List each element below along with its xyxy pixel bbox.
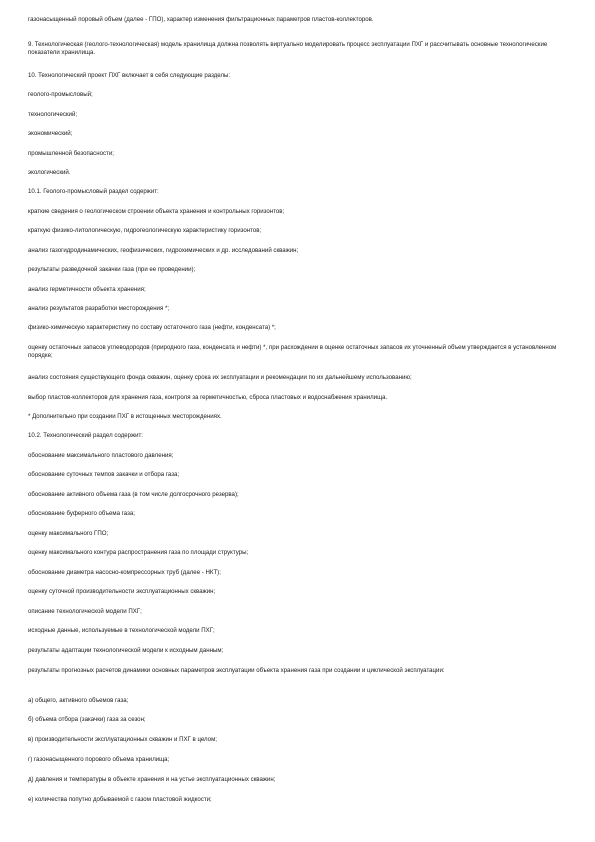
list-item: в) производительности эксплуатационных скважин и ПХГ в целом; bbox=[28, 736, 217, 743]
list-item: д) давления и температуры в объекте хранения и на устье эксплуатационных скважин; bbox=[28, 776, 276, 783]
paragraph: геолого-промысловый; bbox=[28, 91, 93, 98]
paragraph: анализ состояния существующего фонда скважин, оценку срока их эксплуатации и рекомендации по их дальнейшему использованию; bbox=[28, 374, 412, 381]
paragraph: технологический; bbox=[28, 111, 78, 118]
paragraph: краткие сведения о геологическом строении объекта хранения и контрольных горизонтов; bbox=[28, 208, 285, 215]
paragraph: 10.2. Технологический раздел содержит: bbox=[28, 432, 143, 439]
paragraph: оценку суточной производительности эксплуатационных скважин; bbox=[28, 588, 216, 595]
paragraph: краткую физико-литологическую, гидрогеологическую характеристику горизонтов; bbox=[28, 227, 262, 234]
paragraph: экологический. bbox=[28, 169, 71, 176]
paragraph: 9. Технологическая (геолого-технологическая) модель хранилища должна позволять виртуально моделировать процесс эксплуатации ПХГ и рассчитывать основные технологические показатели хранилища. bbox=[28, 41, 548, 56]
paragraph: оценку остаточных запасов углеводородов (природного газа, конденсата и нефти) *, при расхождении в оценке остаточных запасов их уточненный объем утверждается в установленном порядке; bbox=[28, 344, 557, 359]
paragraph: промышленной безопасности; bbox=[28, 150, 114, 157]
paragraph: физико-химическую характеристику по составу остаточного газа (нефти, конденсата) *; bbox=[28, 324, 276, 331]
list-item: г) газонасыщенного порового объема хранилища; bbox=[28, 756, 170, 763]
paragraph: выбор пластов-коллекторов для хранения газа, контроля за герметичностью, сброса пластовых и водоснабжения хранилища. bbox=[28, 394, 388, 401]
paragraph: обоснование суточных темпов закачки и отбора газа; bbox=[28, 471, 180, 478]
list-item: б) объема отбора (закачки) газа за сезон; bbox=[28, 716, 146, 723]
list-item: е) количества попутно добываемой с газом пластовой жидкости; bbox=[28, 796, 212, 803]
paragraph: газонасыщенный поровый объем (далее - ГПО), характер изменения фильтрационных параметров пластов-коллекторов. bbox=[28, 16, 374, 23]
paragraph: оценку максимального контура распространения газа по площади структуры; bbox=[28, 549, 249, 556]
paragraph: результаты адаптации технологической модели к исходным данным; bbox=[28, 647, 224, 654]
paragraph: обоснование максимального пластового давления; bbox=[28, 452, 174, 459]
paragraph: обоснование активного объема газа (в том числе долгосрочного резерва); bbox=[28, 491, 239, 498]
paragraph: обоснование буферного объема газа; bbox=[28, 510, 135, 517]
paragraph: анализ герметичности объекта хранения; bbox=[28, 286, 146, 293]
paragraph: описание технологической модели ПХГ; bbox=[28, 608, 142, 615]
paragraph: 10.1. Геолого-промысловый раздел содержит: bbox=[28, 188, 159, 195]
paragraph: исходные данные, используемые в технологической модели ПХГ; bbox=[28, 627, 215, 634]
paragraph: анализ газогидродинамических, геофизических, гидрохимических и др. исследований скважин; bbox=[28, 247, 299, 254]
footnote: * Дополнительно при создании ПХГ в истощенных месторождениях. bbox=[28, 413, 222, 420]
paragraph: анализ результатов разработки месторождения *; bbox=[28, 305, 170, 312]
paragraph: результаты разведочной закачки газа (при ее проведении); bbox=[28, 266, 196, 273]
list-item: а) общего, активного объемов газа; bbox=[28, 697, 129, 704]
paragraph: результаты прогнозных расчетов динамики основных параметров эксплуатации объекта хранения газа при создании и циклической эксплуатации: bbox=[28, 667, 445, 674]
paragraph: обоснование диаметра насосно-компрессорных труб (далее - НКТ); bbox=[28, 569, 221, 576]
paragraph: экономический; bbox=[28, 130, 73, 137]
paragraph: 10. Технологический проект ПХГ включает в себя следующие разделы: bbox=[28, 72, 231, 79]
paragraph: оценку максимального ГПО; bbox=[28, 530, 109, 537]
